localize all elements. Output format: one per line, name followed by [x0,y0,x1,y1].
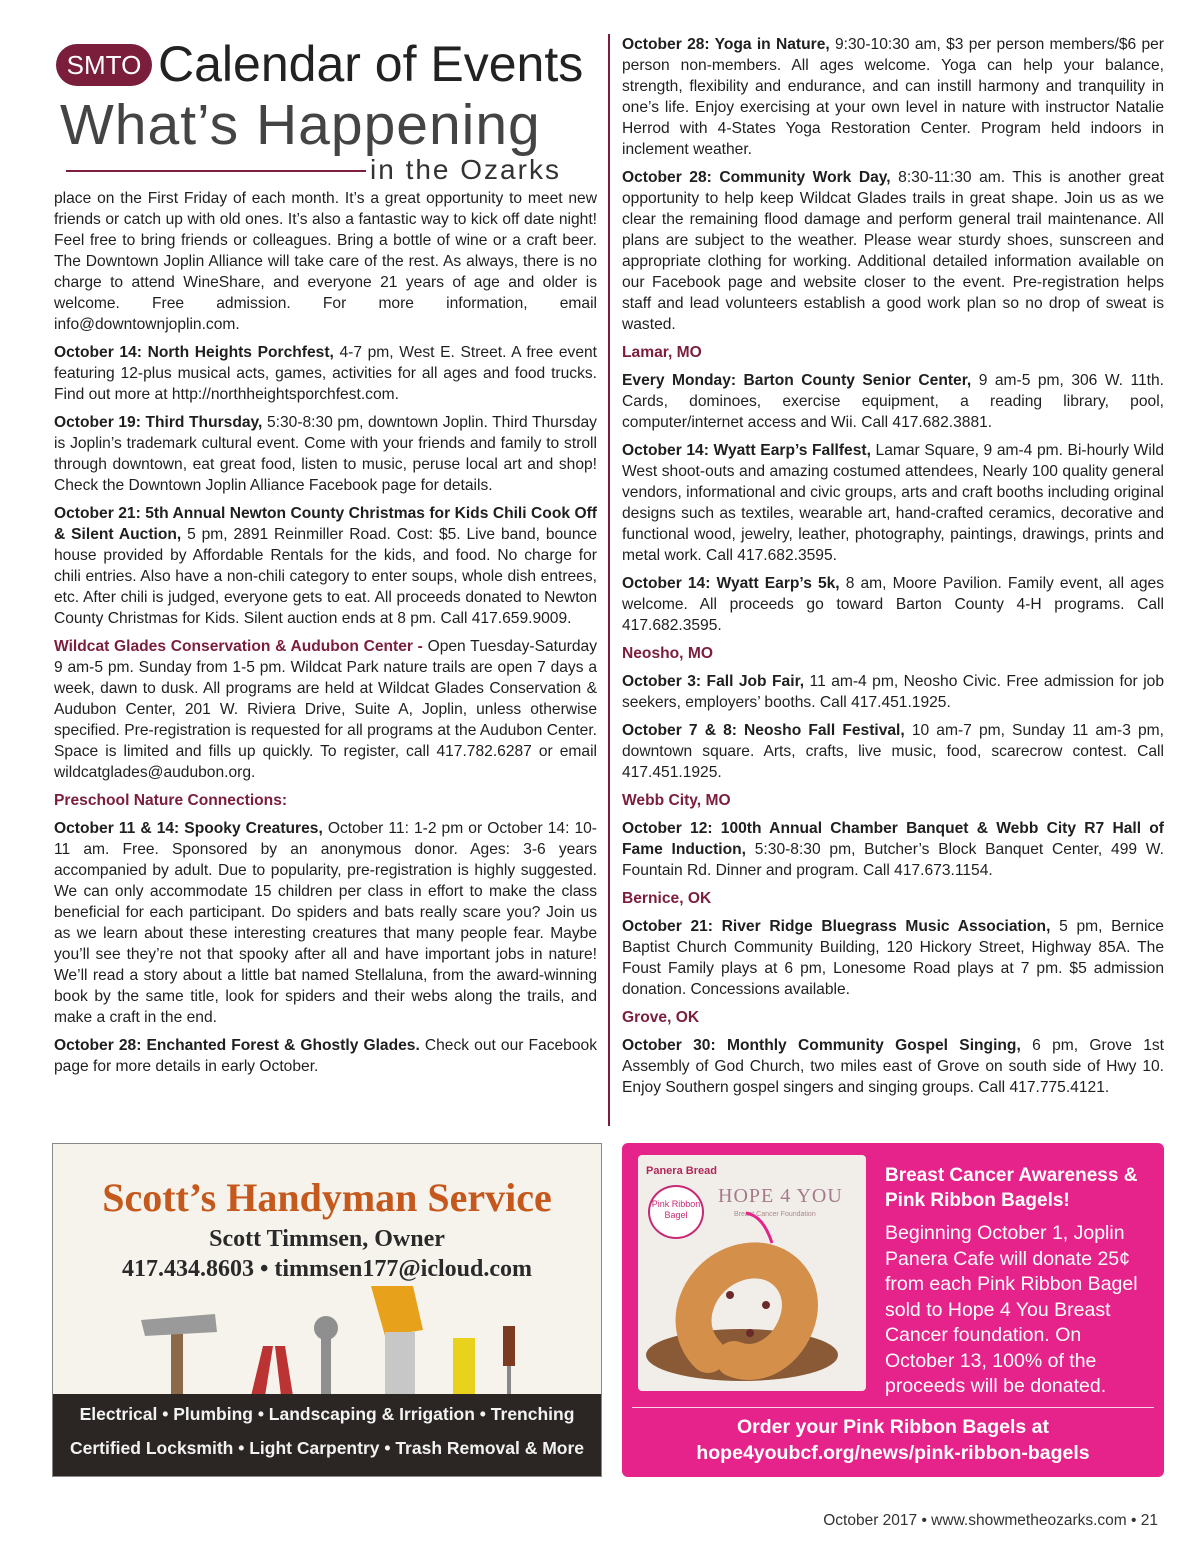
event-job-fair [622,671,1164,713]
event-body: October 11: 1-2 pm or October 14: 10-11 am. Free. Sponsored by an anonymous donor. Ages: 3-6 years accompanied by adult. Due to popularity, pre-registration is highly suggested. We can only accommodate 15 children per class in effort to make the class beneficial for each participant. Do spiders and bats really scare you? Join us as we learn about these interesting creatures that many people fear. Maybe you’ll see they’re not that spooky after all and have important jobs in nature! We’ll read a story about a little bat named Stellaluna, from the award-winning book by the same title, look for spiders and their webs along the trails, and make a craft in the end. [54,820,597,1026]
event-title: October 12: 100th Annual Chamber Banquet & Webb City R7 Hall of Fame Induction, [622,820,1164,858]
pink-ad-body: Beginning October 1, Joplin Panera Cafe will donate 25¢ from each Pink Ribbon Bagel sold to Hope 4 You Breast Cancer foundation. On October 13, 100% of the proceeds will be donated. [885,1222,1138,1397]
pliers-icon [251,1346,293,1396]
handyman-services-bar [53,1394,601,1476]
event-body: 4-7 pm, West E. Street. A free event featuring 12-plus musical acts, games, activities for all ages and food trucks. Find out more at http://northheightsporchfest.com. [54,344,597,403]
event-senior-center [622,370,1164,433]
event-body: Lamar Square, 9 am-4 pm. Bi-hourly Wild West shoot-outs and amazing costumed attendees, Nearly 100 quality general vendors, informational and civic groups, arts and craft booths including original designs such as textiles, wearable art, hand-crafted ceramics, decorative and functional wood, jewelry, leather, photography, paintings, drawings, prints and metal work. Call 417.682.3595. [622,442,1164,564]
wildcat-glades-info [54,636,597,783]
event-spooky-creatures [54,818,597,1028]
event-body: 10 am-7 pm, Sunday 11 am-3 pm, downtown square. Arts, crafts, live music, food, scarecrow contest. Call 417.451.1925. [622,722,1165,781]
hope4you-logo: HOPE 4 YOU [718,1185,843,1207]
event-title: October 30: Monthly Community Gospel Singing, [622,1037,1021,1054]
event-title: October 14: Wyatt Earp’s 5k, [622,575,840,592]
wildcat-heading: Wildcat Glades Conservation & Audubon Center - [54,638,423,655]
page-footer: October 2017 • www.showmetheozarks.com • 21 [823,1512,1158,1529]
event-enchanted-forest [54,1035,597,1077]
event-body: 8:30-11:30 am. This is another great opportunity to help keep Wildcat Glades trails in great shape. Join us as we clear the remaining flood damage and perform general trail maintenance. All plans are subject to the weather. Please wear sturdy shoes, sunscreen and appropriate clothing for working. Additional detailed information available on our Facebook page and website closer to the event. Pre-registration helps staff and lead volunteers establish a good work plan so no drop of sweat is wasted. [622,169,1164,333]
whats-happening-title: What’s Happening [60,93,541,157]
event-body: 8 am, Moore Pavilion. Family event, all ages welcome. All proceeds go toward Barton County 4-H programs. Call 417.682.3595. [622,575,1165,634]
location-heading-neosho: Neosho, MO [622,645,713,662]
event-chili-cookoff [54,503,597,629]
event-fallfest [622,440,1164,566]
pink-ad-url: hope4youbcf.org/news/pink-ribbon-bagels [696,1442,1090,1464]
right-column [622,34,1164,1105]
handyman-title: Scott’s Handyman Service [102,1175,552,1220]
bagel-illustration [638,1155,866,1391]
event-body: 11 am-4 pm, Neosho Civic. Free admission for job seekers, employers’ booths. Call 417.451.1925. [622,673,1164,711]
screwdriver-icon [503,1326,515,1396]
handyman-owner: Scott Timmsen, Owner [209,1226,445,1252]
event-body: 9:30-10:30 am, $3 per person members/$6 per person non-members. All ages welcome. Yoga can help your balance, strength, flexibility and endurance, and can instill harmony and tranquility in one’s life. Enjoy exercising at your own level in nature with instructor Natalie Herrod with 4-States Yoga Restoration Center. Program held indoors in inclement weather. [622,36,1165,158]
event-title: October 21: 5th Annual Newton County Christmas for Kids Chili Cook Off & Silent Auction, [54,505,597,543]
event-body: 5:30-8:30 pm, Butcher’s Block Banquet Center, 499 W. Fountain Rd. Dinner and program. Call 417.673.1154. [622,841,1165,879]
preschool-heading: Preschool Nature Connections: [54,792,288,809]
handyman-contact: 417.434.8603 • timmsen177@icloud.com [121,1256,533,1282]
event-body: 5 pm, 2891 Reinmiller Road. Cost: $5. Live band, bounce house provided by Affordable Rentals for the kids, and food. No charge for chili entries. Also have a non-chili category to enter soups, whole dish entrees, etc. After chili is judged, everyone gets to eat. All proceeds donated to Newton County Christmas for Kids. Silent auction ends at 8 pm. Call 417.659.9009. [54,526,597,627]
pink-ad-order-line: Order your Pink Ribbon Bagels at [736,1416,1050,1438]
header-rule [66,170,366,172]
event-title: October 28: Enchanted Forest & Ghostly Glades. [54,1037,420,1054]
event-body: 5 pm, Bernice Baptist Church Community Building, 120 Hickory Street, Highway 85A. The Foust Family plays at 6 pm, Lonesome Road plays at 7 pm. $5 admission donation. Concessions available. [622,918,1164,998]
wrench-icon [314,1316,338,1396]
event-title: October 14: Wyatt Earp’s Fallfest, [622,442,871,459]
pink-ribbon-ad [622,1143,1164,1477]
location-heading-bernice: Bernice, OK [622,890,712,907]
event-third-thursday [54,412,597,496]
event-body: Check out our Facebook page for more details in early October. [54,1037,597,1075]
event-gospel-singing [622,1035,1164,1098]
saw-icon [371,1286,423,1396]
event-title: October 7 & 8: Neosho Fall Festival, [622,722,905,739]
location-heading-webb-city: Webb City, MO [622,792,731,809]
tools-illustration [123,1286,543,1396]
event-chamber-banquet [622,818,1164,881]
ozarks-tagline: in the Ozarks [370,154,561,185]
event-title: October 28: Community Work Day, [622,169,891,186]
services-line-1: Electrical • Plumbing • Landscaping & Irrigation • Trenching [79,1404,575,1424]
location-heading-grove: Grove, OK [622,1009,700,1026]
hammer-icon [141,1314,217,1396]
column-divider [608,34,610,1126]
event-title: Every Monday: Barton County Senior Center, [622,372,972,389]
pink-ribbon-badge: Pink Ribbon Bagel [648,1185,704,1239]
event-5k [622,573,1164,636]
event-bluegrass [622,916,1164,1000]
event-title: October 21: River Ridge Bluegrass Music Association, [622,918,1051,935]
event-body: 9 am-5 pm, 306 W. 11th. Cards, dominoes, exercise equipment, a reading library, pool, computer/internet access and Wii. Call 417.682.3881. [622,372,1164,431]
calendar-title: Calendar of Events [158,36,584,92]
hope4you-logo-sub: Breast Cancer Foundation [734,1211,816,1218]
event-title: October 19: Third Thursday, [54,414,263,431]
pink-ad-heading: Breast Cancer Awareness & Pink Ribbon Bagels! [885,1165,1138,1211]
event-title: October 14: North Heights Porchfest, [54,344,334,361]
event-yoga [622,34,1164,160]
wineshare-paragraph: place on the First Friday of each month. It’s a great opportunity to meet new friends or catch up with old ones. It’s also a fantastic way to kick off date night! Feel free to bring friends or colleagues. Bring a bottle of wine or a craft beer. The Downtown Joplin Alliance will take care of the rest. As always, there is no charge to attend WineShare, and everyone 21 years of age and older is welcome. Free admission. For more information, email info@downtownjoplin.com. [54,190,597,333]
event-work-day [622,167,1164,335]
pink-ad-divider [632,1407,1154,1408]
page-header [54,34,594,184]
event-fall-festival [622,720,1164,783]
event-body: 5:30-8:30 pm, downtown Joplin. Third Thursday is Joplin’s trademark cultural event. Come with your friends and family to stroll through downtown, eat great food, listen to music, peruse local art and shop! Check the Downtown Joplin Alliance Facebook page for details. [54,414,597,494]
services-line-2: Certified Locksmith • Light Carpentry • Trash Removal & More [69,1438,585,1458]
smto-badge: SMTO [56,44,152,86]
level-icon [453,1338,475,1396]
event-title: October 3: Fall Job Fair, [622,673,805,690]
event-title: October 11 & 14: Spooky Creatures, [54,820,323,837]
wildcat-body: Open Tuesday-Saturday 9 am-5 pm. Sunday from 1-5 pm. Wildcat Park nature trails are open 7 days a week, dawn to dusk. All programs are held at Wildcat Glades Conservation & Audubon Center, 201 W. Riviera Drive, Suite A, Joplin, unless otherwise specified. Pre-registration is requested for all programs at the Audubon Center. Space is limited and fills up quickly. To register, call 417.782.6287 or email wildcatglades@audubon.org. [54,638,597,781]
panera-label: Panera Bread [646,1165,717,1177]
event-porchfest [54,342,597,405]
location-heading-lamar: Lamar, MO [622,344,702,361]
handyman-ad [52,1143,602,1477]
left-column [54,188,597,1084]
event-title: October 28: Yoga in Nature, [622,36,830,53]
event-body: 6 pm, Grove 1st Assembly of God Church, two miles east of Grove on south side of Hwy 10. Enjoy Southern gospel singers and singing groups. Call 417.775.4121. [622,1037,1164,1096]
bagel-photo [638,1155,866,1391]
